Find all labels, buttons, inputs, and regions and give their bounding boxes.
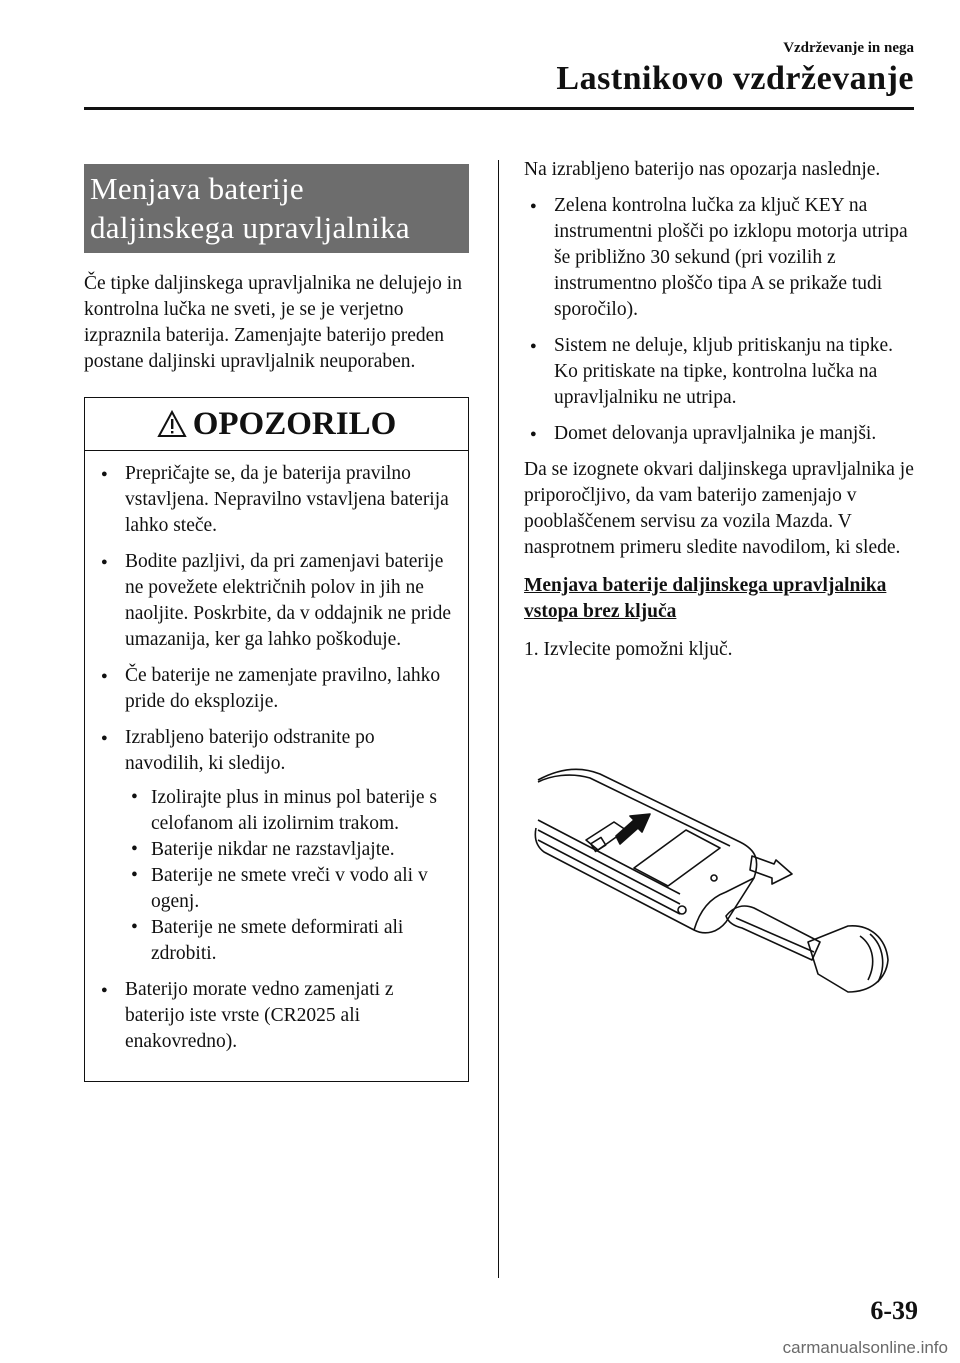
warning-item: ● Če baterije ne zamenjate pravilno, lahko pride do eksplozije. (99, 663, 454, 715)
left-column (84, 164, 469, 1082)
warning-item: ● Prepričajte se, da je baterija pravilno vstavljena. Nepravilno vstavljena baterija lahko steče. (99, 461, 454, 539)
symptoms-list (524, 193, 916, 447)
warning-item (99, 725, 454, 967)
disposal-subitem: • Baterije ne smete vreči v vodo ali v ogenj. (125, 863, 454, 915)
remote-side-lines (538, 820, 680, 914)
step-1: 1. Izvlecite pomožni ključ. (524, 639, 733, 660)
header-rule (84, 107, 914, 110)
key-head-ridges (860, 934, 883, 982)
warning-item: ● Baterijo morate vedno zamenjati z baterijo iste vrste (CR2025 ali enakovredno). (99, 977, 454, 1055)
symptom-item: ● Zelena kontrolna lučka za ključ KEY na instrumentni plošči po izklopu motorja utripa še približno 30 sekund (pri vozilih z instrumentno ploščo tipa A se prikaže tudi sporočilo). (524, 193, 916, 323)
warning-heading (85, 398, 468, 451)
running-header-chapter: Lastnikovo vzdrževanje (556, 60, 914, 97)
section-title (84, 164, 469, 253)
key-removal-illustration (530, 760, 910, 1080)
disposal-subitem: • Baterije ne smete deformirati ali zdrobiti. (125, 915, 454, 967)
service-recommendation: Da se izognete okvari daljinskega upravljalnika je priporočljivo, da vam baterijo zamenjajo v pooblaščenem servisu za vozila Mazda. V nasprotnem primeru sledite navodilom, ki slede. (524, 459, 914, 558)
warning-list (85, 451, 468, 1081)
watermark: carmanualsonline.info (782, 1338, 948, 1357)
auxiliary-key-head (808, 926, 888, 992)
warning-heading-text: OPOZORILO (192, 405, 397, 442)
disposal-sublist (125, 785, 454, 967)
slide-arrow (616, 814, 650, 844)
page-number: 6-39 (870, 1296, 918, 1325)
warning-box (84, 397, 469, 1082)
disposal-subitem: • Baterije nikdar ne razstavljajte. (125, 837, 454, 863)
disposal-subitem: • Izolirajte plus in minus pol baterije s celofanom ali izolirnim trakom. (125, 785, 454, 837)
procedure-subheading: Menjava baterije daljinskega upravljalnika vstopa brez ključa (524, 575, 887, 622)
section-title-line-1: Menjava baterije (90, 171, 304, 206)
symptoms-intro: Na izrabljeno baterijo nas opozarja naslednje. (524, 159, 881, 180)
section-title-line-2: daljinskega upravljalnika (90, 210, 410, 245)
running-header-section: Vzdrževanje in nega (783, 40, 914, 56)
symptom-item: ● Sistem ne deluje, kljub pritiskanju na tipke. Ko pritiskate na tipke, kontrolna lučka na upravljalniku ne utripa. (524, 333, 916, 411)
warning-item-text: Izrabljeno baterijo odstranite po navodilih, ki sledijo. (125, 727, 375, 774)
remote-body (535, 769, 756, 933)
warning-item: ● Bodite pazljivi, da pri zamenjavi baterije ne povežete električnih polov in jih ne naoljite. Poskrbite, da v oddajnik ne pride umazanija, ker ga lahko poškoduje. (99, 549, 454, 653)
remote-screw (678, 906, 686, 914)
remote-screw (711, 875, 717, 881)
intro-paragraph: Če tipke daljinskega upravljalnika ne delujejo in kontrolna lučka ne sveti, je se je verjetno izpraznila baterija. Zamenjajte baterijo preden postane daljinski upravljalnik neuporaben. (84, 273, 462, 372)
right-column (524, 157, 916, 663)
symptom-item: ● Domet delovanja upravljalnika je manjši. (524, 421, 916, 447)
key-groove (736, 918, 814, 952)
auxiliary-key-blade (726, 906, 820, 960)
warning-triangle-icon (157, 410, 187, 438)
column-divider (498, 160, 499, 1278)
